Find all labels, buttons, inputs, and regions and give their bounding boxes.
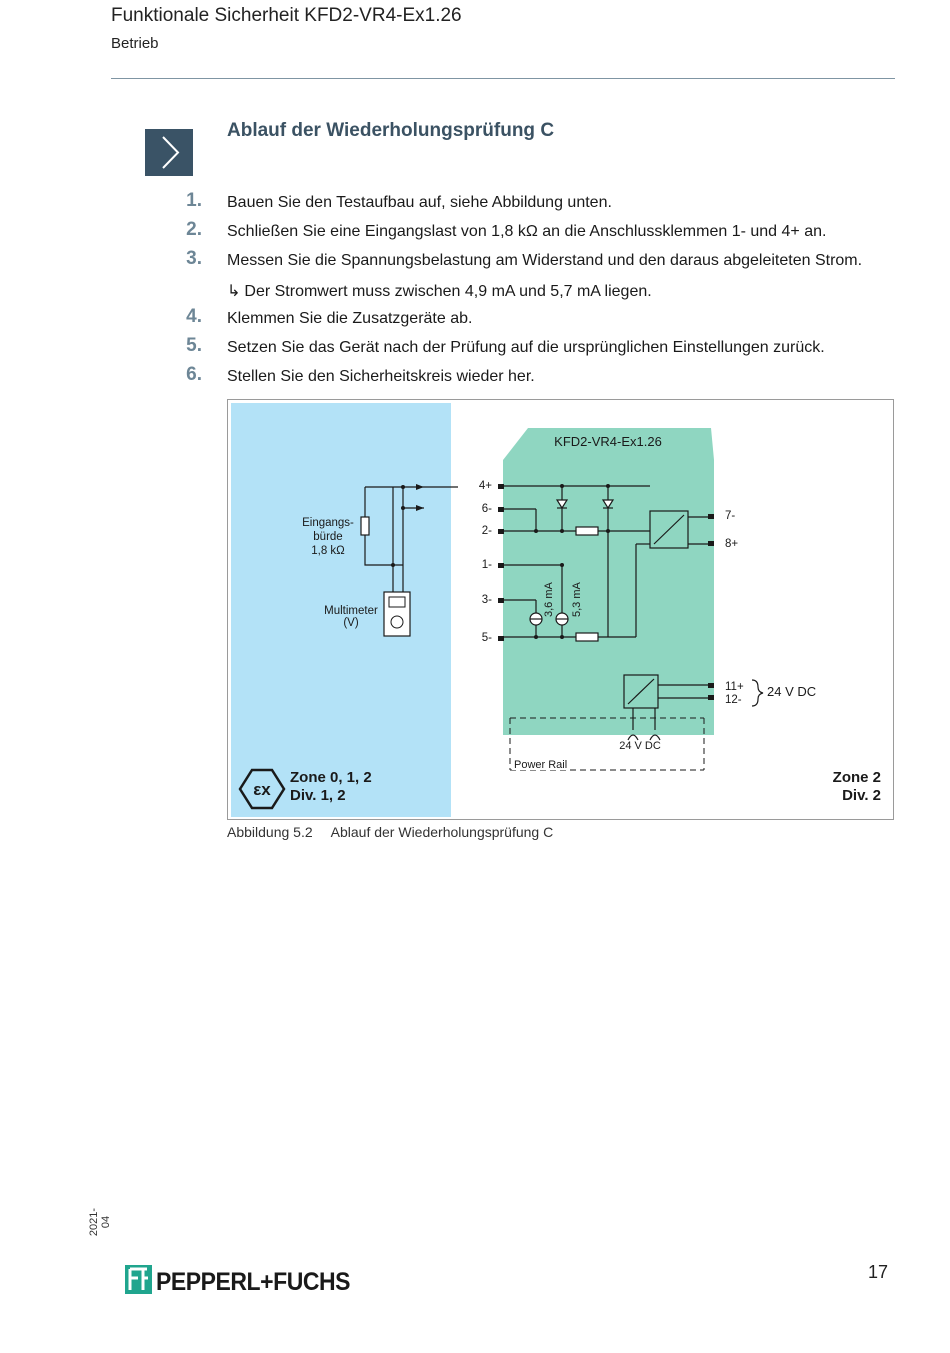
load-label-2: bürde — [313, 531, 343, 543]
brand-logo-mark-icon — [125, 1265, 152, 1294]
zone-left-line-1: Zone 0, 1, 2 — [290, 769, 372, 786]
page-number: 17 — [868, 1262, 889, 1282]
internal-resistor — [576, 527, 598, 535]
step-text: Bauen Sie den Testaufbau auf, siehe Abbildung unten. — [227, 194, 612, 211]
procedure-steps — [160, 188, 880, 391]
terminal-label: 8+ — [725, 538, 739, 550]
step-item — [160, 304, 880, 333]
result-text: Der Stromwert muss zwischen 4,9 mA und 5,7 mA liegen. — [244, 283, 652, 300]
chevron-right-icon — [145, 129, 193, 176]
brace-icon — [752, 680, 763, 706]
current-label-1: 3,6 mA — [543, 582, 555, 617]
step-number: 5. — [186, 335, 202, 356]
terminal-label: 2- — [481, 525, 492, 537]
step-number: 1. — [186, 190, 202, 211]
zone-right-line-1: Zone 2 — [832, 769, 881, 786]
terminal-label: 12- — [725, 694, 742, 706]
step-text: Klemmen Sie die Zusatzgeräte ab. — [227, 310, 473, 327]
rail-supply-label: 24 V DC — [619, 740, 661, 752]
step-number: 3. — [186, 248, 202, 269]
step-text: Setzen Sie das Gerät nach der Prüfung auf die ursprünglichen Einstellungen zurück. — [227, 339, 825, 356]
step-item — [160, 188, 880, 217]
figure-caption — [227, 824, 553, 840]
step-text: Stellen Sie den Sicherheitskreis wieder her. — [227, 368, 535, 385]
zone-right-line-2: Div. 2 — [842, 787, 881, 804]
brand-name: PEPPERL+FUCHS — [156, 1268, 351, 1296]
header-divider — [111, 78, 895, 79]
signal-isolator — [650, 511, 688, 548]
terminal-label: 4+ — [478, 480, 492, 492]
step-number: 2. — [186, 219, 202, 240]
terminal-label: 11+ — [725, 681, 744, 693]
step-item — [160, 333, 880, 362]
step-text: Messen Sie die Spannungsbelastung am Widerstand und den daraus abgeleiteten Strom. — [227, 252, 863, 269]
terminal-label: 5- — [481, 632, 492, 644]
terminal-label: 7- — [725, 510, 736, 522]
caption-number: Abbildung 5.2 — [227, 824, 313, 840]
terminal-label: 3- — [481, 594, 492, 606]
edition-date: 2021-04 — [88, 1207, 112, 1237]
test-setup-figure — [227, 399, 894, 820]
power-isolator — [624, 675, 658, 708]
result-line — [227, 281, 652, 301]
step-item — [160, 246, 880, 275]
terminal-label: 1- — [481, 559, 492, 571]
step-item — [160, 217, 880, 246]
device-label: KFD2-VR4-Ex1.26 — [554, 434, 662, 449]
step-result — [160, 275, 880, 304]
ex-symbol-text: εx — [253, 780, 271, 799]
internal-resistor — [576, 633, 598, 641]
meter-label-2: (V) — [343, 617, 359, 629]
power-rail-label: Power Rail — [514, 759, 568, 771]
zone-left-line-2: Div. 1, 2 — [290, 787, 346, 804]
step-item — [160, 362, 880, 391]
load-label-3: 1,8 kΩ — [311, 545, 345, 557]
load-label-1: Eingangs- — [302, 517, 354, 529]
step-number: 4. — [186, 306, 202, 327]
multimeter-icon — [384, 592, 410, 636]
supply-label: 24 V DC — [767, 684, 817, 699]
document-title: Funktionale Sicherheit KFD2-VR4-Ex1.26 — [111, 5, 462, 26]
load-resistor — [361, 517, 369, 535]
meter-label-1: Multimeter — [324, 605, 378, 617]
step-text: Schließen Sie eine Eingangslast von 1,8 kΩ an die Anschlussklemmen 1- und 4+ an. — [227, 223, 827, 240]
caption-text: Ablauf der Wiederholungsprüfung C — [330, 824, 554, 840]
terminal-label: 6- — [481, 503, 492, 515]
current-label-2: 5,3 mA — [571, 582, 583, 617]
step-number: 6. — [186, 364, 202, 385]
result-arrow-icon: ↳ — [227, 283, 241, 300]
section-title: Ablauf der Wiederholungsprüfung C — [227, 120, 555, 141]
chapter-title: Betrieb — [111, 35, 159, 52]
